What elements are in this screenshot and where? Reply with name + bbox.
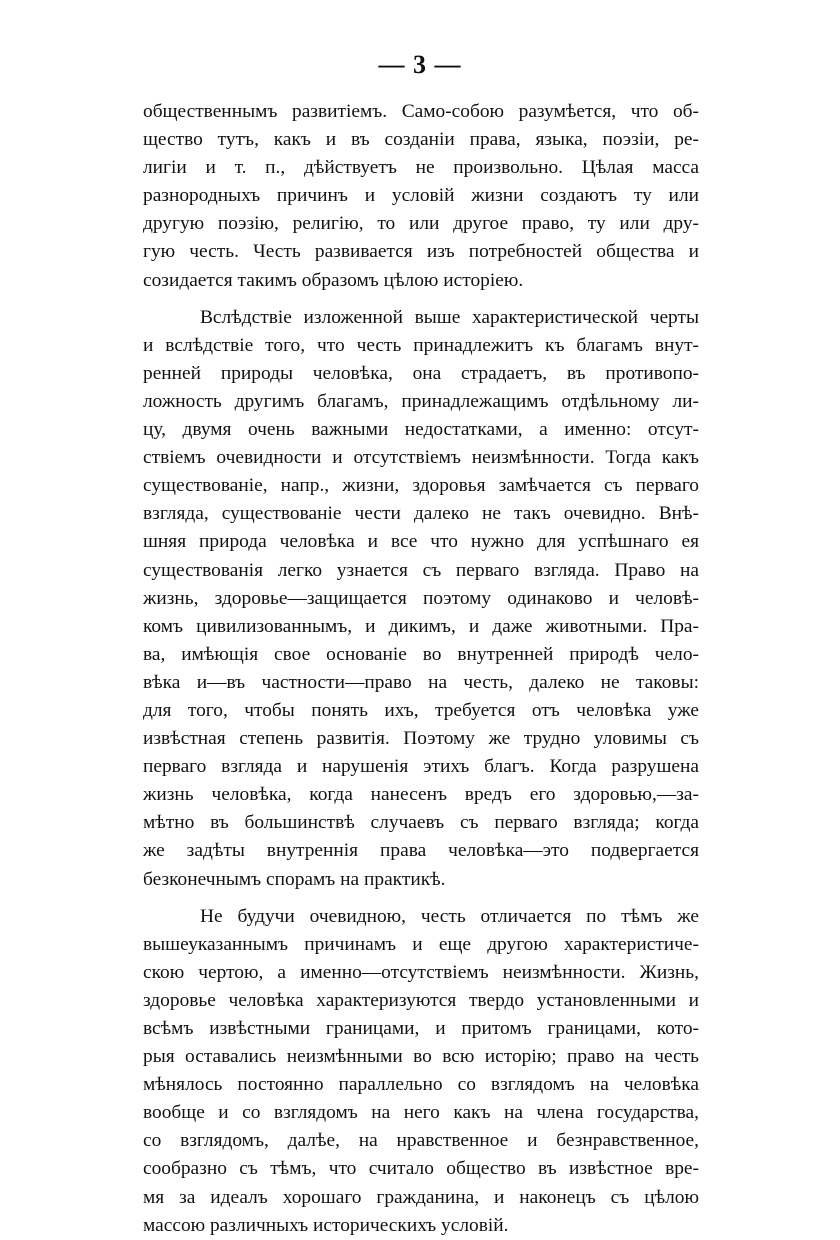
text-line: безконечнымъ спорамъ на практикѣ. [143,868,446,890]
text-line: разнородныхъ причинъ и условій жизни создаютъ ту или [143,185,699,207]
text-line: массою различныхъ историческихъ условій. [143,1214,509,1236]
text-line: гую честь. Честь развивается изъ потребностей общества и [143,241,699,263]
text-line: здоровье человѣка характеризуются твердо установленными и [143,989,699,1011]
text-line: всѣмъ извѣстными границами, и притомъ границами, кото- [143,1018,699,1039]
text-line: ва, имѣющія свое основаніе во внутренней природѣ чело- [143,643,699,665]
text-line: скою чертою, а именно—отсутствіемъ неизмѣнности. Жизнь, [143,961,699,983]
text-line: комъ цивилизованнымъ, и дикимъ, и даже животными. Пра- [143,615,699,637]
text-line: цу, двумя очень важными недостатками, а именно: отсут- [143,419,699,441]
text-line: существованія легко узнается съ перваго взгляда. Право на [143,559,699,581]
text-line: Не будучи очевидною, честь отличается по тѣмъ же [200,905,699,927]
text-line: мѣтно въ большинствѣ случаевъ съ перваго взгляда; когда [143,812,699,834]
text-line: другую поэзію, религію, то или другое право, ту или дру- [143,213,699,235]
paragraph-1 [143,98,699,295]
text-line: общественнымъ развитіемъ. Само-собою разумѣется, что об- [143,101,699,122]
text-line: жизнь, здоровье—защищается поэтому одинаково и человѣ- [143,587,699,609]
text-line: Вслѣдствіе изложенной выше характеристической черты [200,306,699,328]
text-line: перваго взгляда и нарушенія этихъ благъ. Когда разрушена [143,756,699,778]
text-line: взгляда, существованіе чести далеко не такъ очевидно. Внѣ- [143,503,699,525]
text-line: вѣка и—въ частности—право на честь, далеко не таковы: [143,671,699,693]
text-line: мѣнялось постоянно параллельно со взглядомъ на человѣка [143,1074,699,1096]
text-line: ствіемъ очевидности и отсутствіемъ неизмѣнности. Тогда какъ [143,447,699,469]
text-line: же задѣты внутреннія права человѣка—это подвергается [143,840,699,862]
text-line: сообразно съ тѣмъ, что считало общество въ извѣстное вре- [143,1158,699,1180]
paragraph-3 [143,903,699,1240]
text-line: жизнь человѣка, когда нанесенъ вредъ его здоровью,—за- [143,784,699,806]
text-line: извѣстная степень развитія. Поэтому же трудно уловимы съ [143,728,699,750]
text-line: шняя природа человѣка и все что нужно для успѣшнаго ея [143,531,699,553]
text-line: мя за идеалъ хорошаго гражданина, и наконецъ съ цѣлою [143,1186,699,1208]
text-line: щество тутъ, какъ и въ созданіи права, языка, поэзіи, ре- [143,129,699,151]
text-line: ложность другимъ благамъ, принадлежащимъ отдѣльному ли- [143,390,699,412]
text-line: со взглядомъ, далѣе, на нравственное и безнравственное, [143,1130,699,1152]
text-line: ренней природы человѣка, она страдаетъ, въ противопо- [143,362,699,384]
text-line: вышеуказаннымъ причинамъ и еще другою характеристиче- [143,933,699,955]
text-line: и вслѣдствіе того, что честь принадлежитъ къ благамъ внут- [143,334,699,356]
text-line: вообще и со взглядомъ на него какъ на члена государства, [143,1102,699,1124]
text-line: лигіи и т. п., дѣйствуетъ не произвольно. Цѣлая масса [143,157,699,179]
text-line: созидается такимъ образомъ цѣлою исторіею. [143,269,524,291]
page-number: — 3 — [378,50,462,79]
text-line: для того, чтобы понять ихъ, требуется отъ человѣка уже [143,699,699,721]
body-text [143,98,699,1240]
text-line: существованіе, напр., жизни, здоровья замѣчается съ перваго [143,475,699,497]
text-line: рыя оставались неизмѣнными во всю исторію; право на честь [143,1046,699,1068]
paragraph-2 [143,304,699,894]
